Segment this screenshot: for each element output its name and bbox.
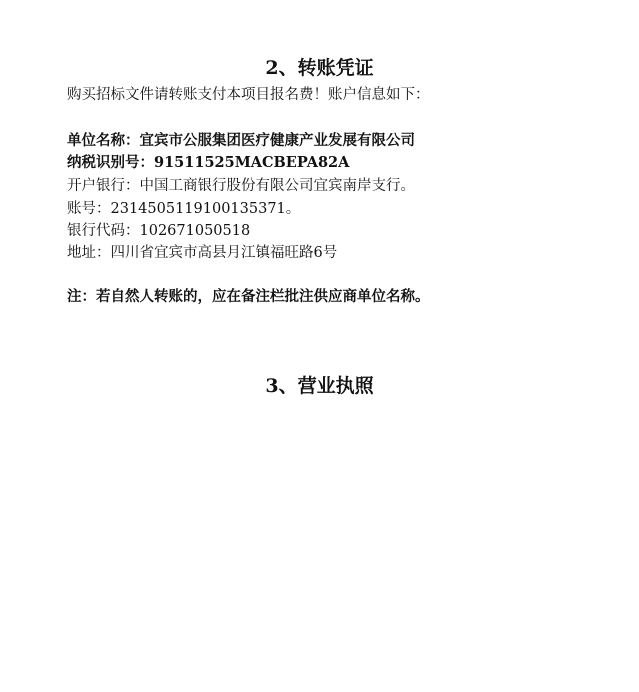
- bank-code-field: [67, 221, 250, 241]
- bank-code-label: 银行代码：: [67, 223, 140, 239]
- bank-code-value: 102671050518: [139, 223, 251, 239]
- account-number-label: 账号：: [67, 201, 111, 217]
- address-label: 地址：: [67, 245, 111, 261]
- address-field: [67, 243, 337, 263]
- company-name-value: 宜宾市公服集团医疗健康产业发展有限公司: [139, 132, 415, 149]
- company-name-label: 单位名称：: [67, 132, 140, 149]
- bank-label: 开户银行：: [67, 178, 140, 194]
- transfer-note: 注：若自然人转账的，应在备注栏批注供应商单位名称。: [67, 288, 430, 305]
- tax-id-label: 纳税识别号：: [67, 154, 154, 171]
- address-value: 四川省宜宾市高县月江镇福旺路6号: [110, 245, 338, 261]
- company-name-field: [67, 131, 415, 151]
- business-license-heading: 3、营业执照: [265, 375, 374, 397]
- tax-id-value: 91511525MACBEPA82A: [154, 154, 350, 171]
- tax-id-field: [67, 153, 349, 173]
- bank-value: 中国工商银行股份有限公司宜宾南岸支行。: [139, 178, 415, 194]
- transfer-voucher-heading: 2、转账凭证: [265, 57, 374, 79]
- account-number-value: 2314505119100135371。: [110, 201, 301, 217]
- transfer-intro-text: 购买招标文件请转账支付本项目报名费！账户信息如下：: [67, 87, 430, 103]
- bank-field: [67, 176, 415, 196]
- account-number-field: [67, 199, 300, 219]
